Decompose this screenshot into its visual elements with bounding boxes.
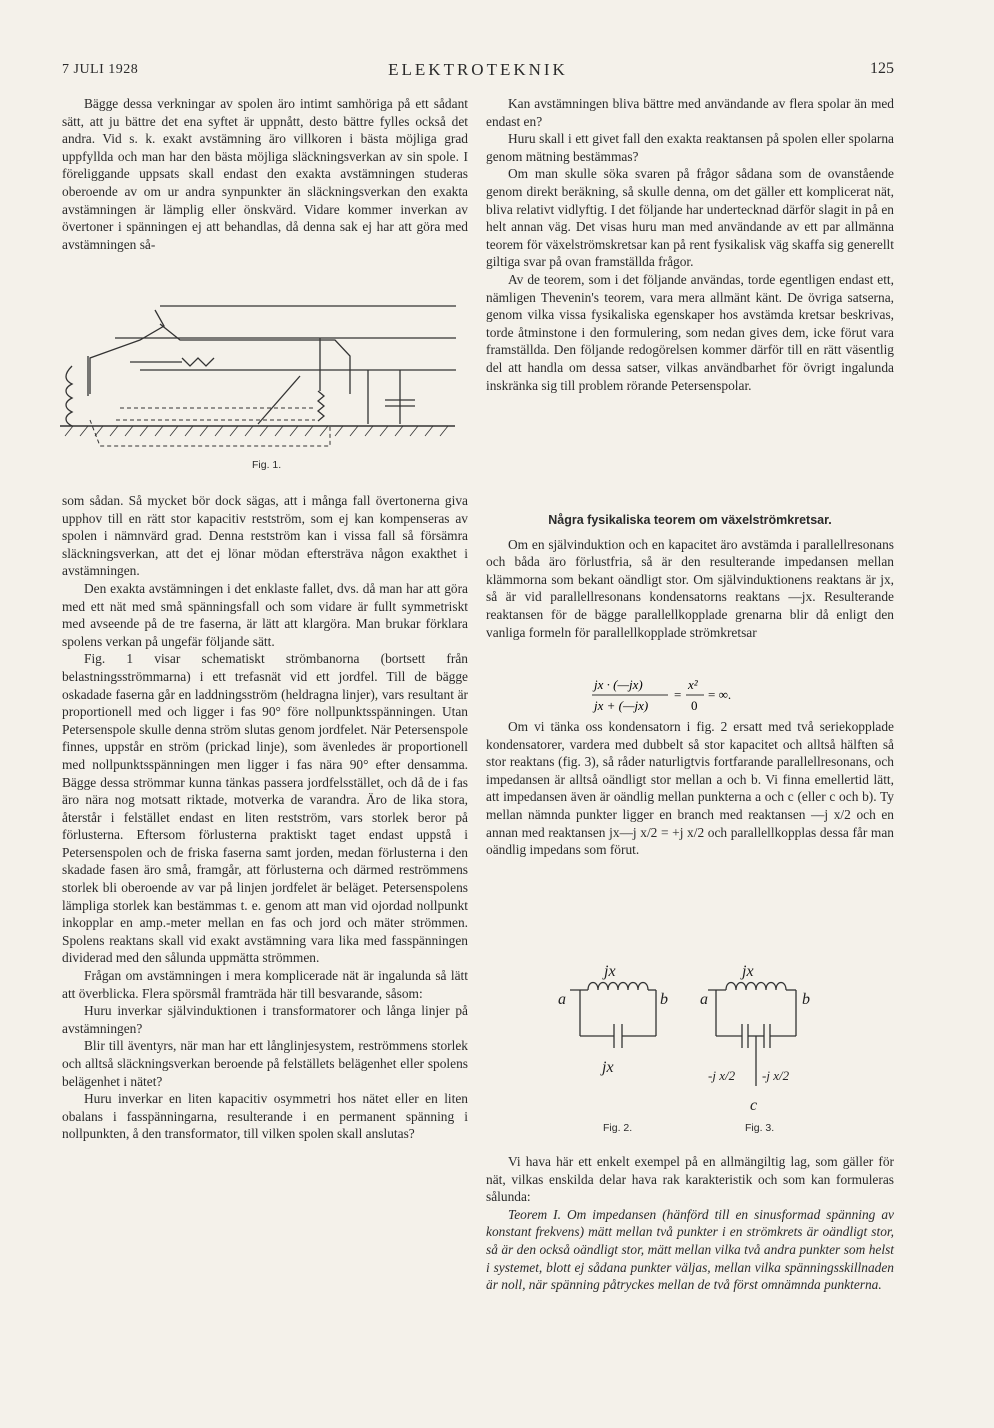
page-number: 125: [870, 60, 894, 77]
formula-numerator-2: x²: [688, 677, 698, 692]
paragraph: Huru inverkar självinduktionen i transformatorer och långa linjer på avstämningen?: [62, 1003, 468, 1036]
parallel-formula: [590, 674, 810, 718]
fig3-cap2-label: -j x/2: [762, 1068, 790, 1083]
svg-text:=: =: [674, 687, 682, 702]
section-heading: Några fysikaliska teorem om växelströmkretsar.: [548, 513, 832, 527]
fig3-a-label: a: [700, 991, 708, 1008]
paragraph: Kan avstämningen bliva bättre med användande av flera spolar än med endast en?: [486, 96, 894, 129]
paragraph: Fig. 1 visar schematiskt strömbanorna (bortsett från belastningsströmmarna) i ett trefasnät vid ett jordfel. Till de bägge oskadade faserna går en laddningsström (heldragna linjer), vars resultant är proportionell med och ligger i fas 90° före nollpunktsspänningen. Utan Petersenspole skulle denna ström slutas genom jordfelet. När Petersenspole finnes, uppstår en ström (prickad linje), som ävenledes är proportionell med nollpunktsspänningen men ligger i fas nära 90° efter densamma. Bägge dessa strömmar kunna tänkas passera jordfelsstället, och då de i fas äro nära nog motsatt riktade, motverka de varandra. Äro de lika stora, återstår i felstället endast en liten restström, vars storlek beror på förlusterna. Eftersom förlusterna praktiskt taget endast uppstå i Petersenspolen och de friska faserna samt jorden, medan förlusterna i den skadade fasen äro små, framgår, att förlusterna och därmed reströmmens storlek bli oberoende av var på linjen jordfelet är beläget. Petersenspolens lämpliga storlek kan bestämmas t. e. genom att man vid ojordad nollpunkt inkopplar en amp.-meter mellan en fas och jord och mäter strömmen. Spolens reaktans skall vid exakt avstämning vara lika med fasspänningen dividerad med den sålunda uppmätta strömmen.: [62, 651, 468, 966]
right-column-bottom: [486, 1153, 894, 1294]
fig2-bottom-label: jx: [602, 1059, 614, 1076]
figure-3-caption: Fig. 3.: [745, 1122, 775, 1134]
journal-title: ELEKTROTEKNIK: [388, 60, 568, 79]
fig2-top-label: jx: [604, 963, 616, 980]
paragraph: Huru inverkar en liten kapacitiv osymmetri hos nätet eller en liten obalans i fasspänningarna, resulterande i en permanent spänning i nollpunkten, å den transformator, till vilken spolen skall anslutas?: [62, 1091, 468, 1142]
fig3-b-label: b: [802, 991, 810, 1008]
figure-1-caption: Fig. 1.: [252, 459, 282, 471]
paragraph: Huru skall i ett givet fall den exakta reaktansen på spolen eller spolarna genom mätning bestämmas?: [486, 131, 894, 164]
right-column-top: [486, 95, 894, 394]
paragraph: som sådan. Så mycket bör dock sägas, att i många fall övertonerna giva upphov till en rätt stor kapacitiv restström, som ej kan kompenseras av spolen i nämnvärd grad. Denna restström kan i vissa fall så försämra släckningsverkan, att det ej lönar mödan eftersträva någon exakthet i avstämningen.: [62, 493, 468, 579]
formula-numerator: jx · (—jx): [594, 677, 643, 692]
formula-denominator: jx + (—jx): [594, 698, 649, 713]
paragraph: Vi hava här ett enkelt exempel på en allmängiltig lag, som gäller för nät, vilkas enskilda delar hava rak karakteristik och som kan formuleras sålunda:: [486, 1154, 894, 1205]
fig2-b-label: b: [660, 991, 668, 1008]
left-column-top: [62, 95, 468, 253]
paragraph: Blir till äventyrs, när man har ett långlinjesystem, reströmmens storlek och alltså släckningsverkan beroende på felställets belägenhet eller spolens belägenhet i nätet?: [62, 1038, 468, 1089]
right-column-mid2: [486, 718, 894, 859]
page-header: [62, 60, 894, 82]
figure-1-diagram: [60, 296, 470, 476]
paragraph: Om en självinduktion och en kapacitet äro avstämda i parallellresonans och båda äro förlustfria, så är den resulterande impedansen mellan klämmorna som bekant oändligt stor. Om självinduktionens reaktans är jx, så är vid parallellresonans kondensatorns reaktans —jx. Resulterande reaktansen för de bägge parallellkopplade grenarna blir då enligt den vanliga formeln för parallellkopplade strömkretsar: [486, 536, 894, 640]
paragraph: Bägge dessa verkningar av spolen äro intimt samhöriga på ett sådant sätt, att ju bättre det ena syftet är uppnått, desto bättre fylles också det andra. Vid s. k. exakt avstämning äro villkoren i bästa möjliga grad uppfyllda och man har den bästa möjliga släckningsverkan av sin spole. I föreliggande uppsats skall endast den exakta avstämningen studeras oberoende av om ur andra synpunkter än släckningsverkan den exakta avstämningen är lämplig eller önskvärd. Vidare kommer inverkan av övertoner i spänningen ej att behandlas, då denna sak ej har att göra med avstämningen så-: [62, 96, 468, 252]
theorem-1: Teorem I. Om impedansen (hänförd till en sinusformad spänning av konstant frekvens) mätt mellan två punkter i en strömkrets är oändligt stor, så är den också oändligt stor, mätt mellan vilka två andra punkter som helst i systemet, blott ej sådana punkter väljas, mellan vilka spänningsskillnaden är noll, när spänning påtryckes mellan de två först omnämnda punkterna.: [486, 1206, 894, 1293]
fig3-top-label: jx: [742, 963, 754, 980]
left-column-bottom: [62, 492, 468, 1143]
paragraph: Av de teorem, som i det följande användas, torde egentligen endast ett, nämligen Thevenin's teorem, vara mera allmänt känt. De övriga satserna, genom vilka vissa fysikaliska egenskaper hos avstämda kretsar beskrivas, torde åtminstone i den formulering, som nedan gives dem, icke förut vara framställda. Den följande redogörelsen kommer därför till en rätt väsentlig del att handla om dessa satser, vilkas användbarhet för övrigt ingalunda inskränka sig till problem rörande Petersenspolar.: [486, 271, 894, 393]
paragraph: Frågan om avstämningen i mera komplicerade nät är ingalunda så lätt att överblicka. Flera spörsmål framträda här till besvarande, såsom:: [62, 968, 468, 1001]
paragraph: Den exakta avstämningen i det enklaste fallet, dvs. då man har att göra med ett nät med små spänningsfall och som vidare är fullt symmetriskt med avseende på de tre faserna, är lätt att klargöra. Man brukar förklara spolens verkan på ungefär följande sätt.: [62, 580, 468, 649]
paragraph: Om vi tänka oss kondensatorn i fig. 2 ersatt med två seriekopplade kondensatorer, vardera med dubbelt så stor kapacitet och alltså hälften så stor reaktans (fig. 3), så råder naturligtvis fortfarande parallellresonans, och impedansen är alltså oändligt stor mellan a och b. Vi finna emellertid lätt, att impedansen även är oändlig mellan punkterna a och c (eller c och b). Ty mellan nämnda punkter ligger en branch med reaktansen —j x/2 och en annan med reaktansen jx—j x/2 = +j x/2 och parallellkopplas dessa får man oändlig impedans som förut.: [486, 719, 894, 858]
figures-2-3: [540, 960, 840, 1138]
fig3-c-label: c: [750, 1097, 758, 1114]
formula-result: = ∞.: [708, 687, 732, 702]
fig2-a-label: a: [558, 991, 566, 1008]
right-column-mid: [486, 512, 894, 641]
issue-date: 7 JULI 1928: [62, 62, 139, 77]
figure-2-caption: Fig. 2.: [603, 1122, 633, 1134]
fig3-cap1-label: -j x/2: [708, 1068, 736, 1083]
paragraph: Om man skulle söka svaren på frågor sådana som de ovanstående genom direkt beräkning, så skulle denna, om det gäller ett komplicerat nät, bliva relativt vidlyftig. I det följande har undertecknad därför slagit in på en helt annan väg. Det visas huru man med användande av ett par allmänna teorem för växelströmskretsar kan på rent fysikalisk väg skaffa sig generellt giltiga svar på ovan framställda frågor.: [486, 166, 894, 270]
formula-denominator-2: 0: [691, 698, 698, 713]
